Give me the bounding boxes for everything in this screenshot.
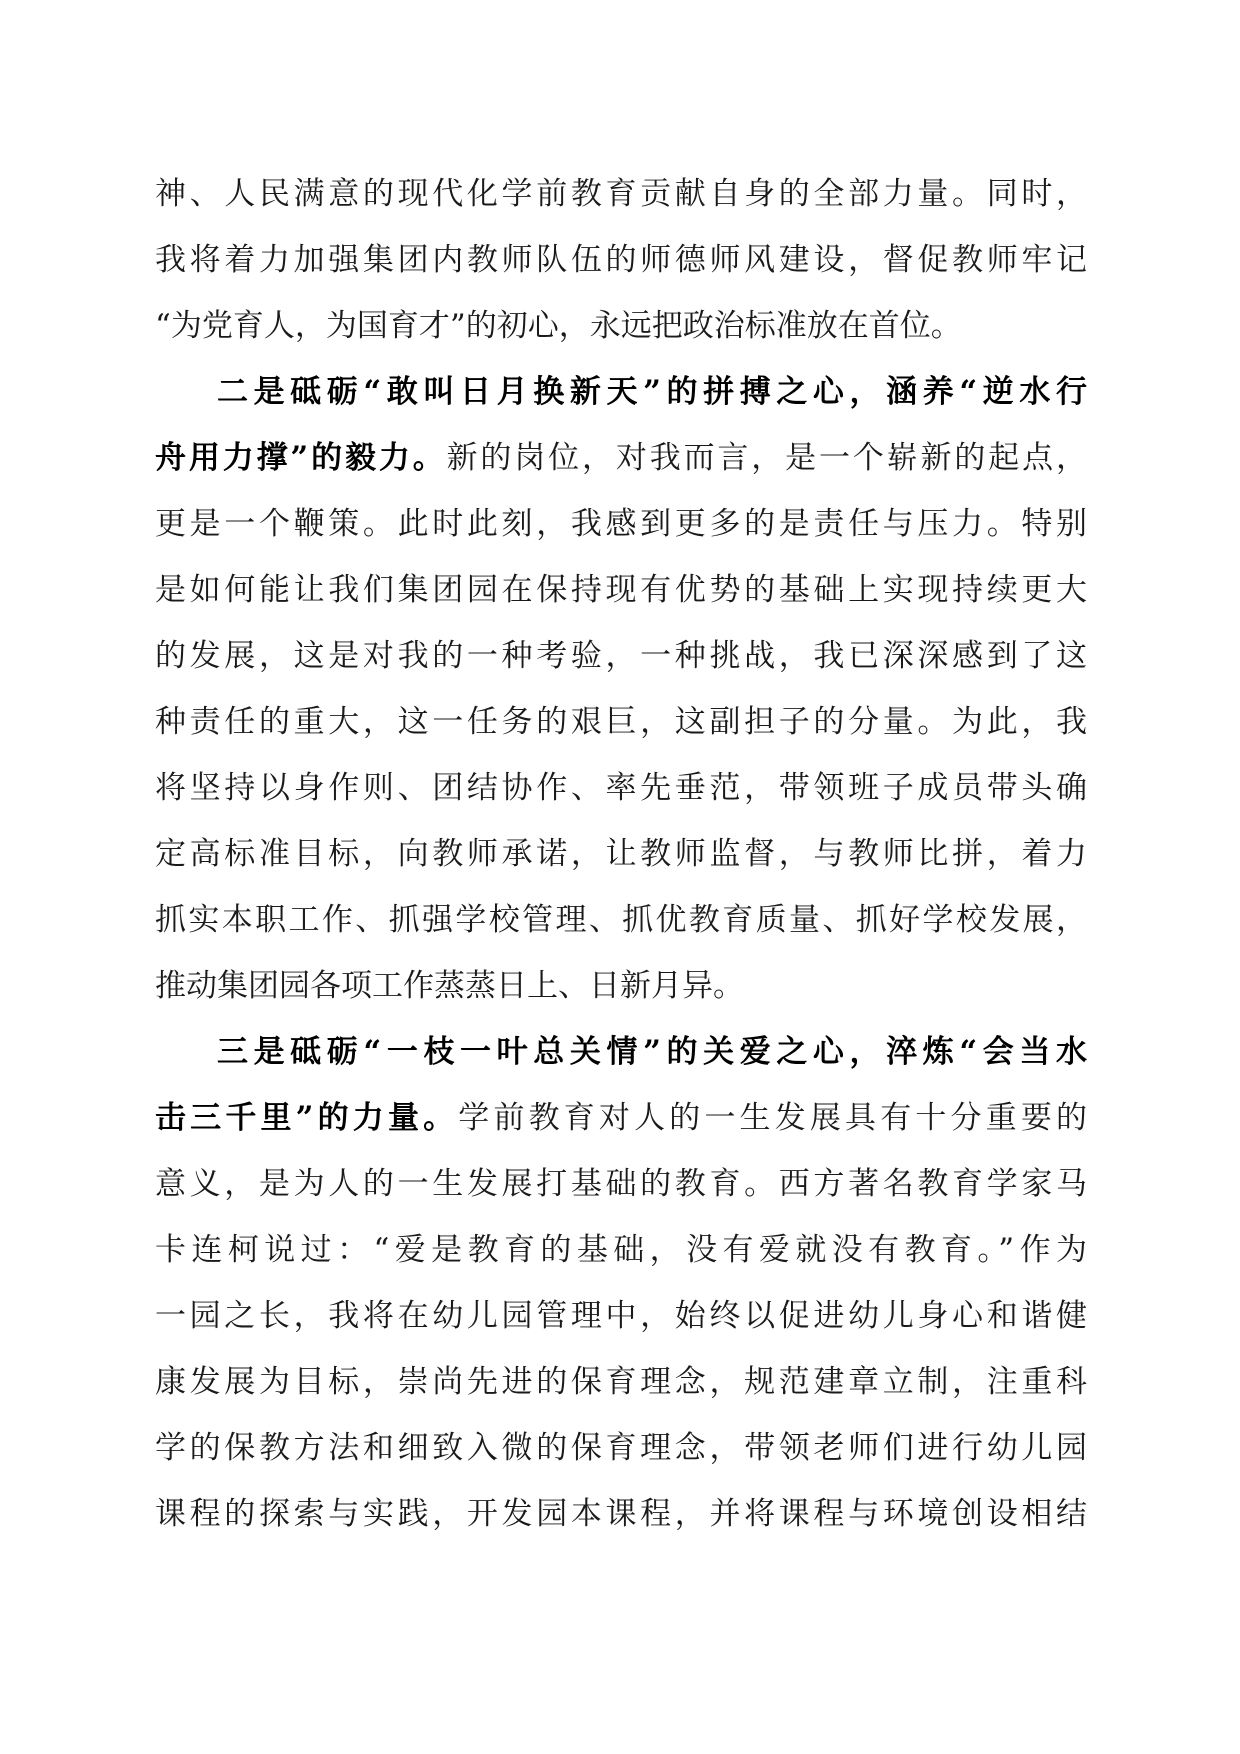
paragraph-2-line-2-text: 新的岗位，对我而言，是一个崭新的起点， — [446, 440, 1087, 476]
paragraph-3-line-7: 学的保教方法和细致入微的保育理念，带领老师们进行幼儿园 — [155, 1430, 1087, 1466]
paragraph-3-heading-part-2: 击三千里”的力量。 — [155, 1100, 459, 1136]
paragraph-2-line-2 — [155, 425, 1087, 491]
paragraph-2-line-5: 的发展，这是对我的一种考验，一种挑战，我已深深感到了这 — [155, 638, 1087, 674]
paragraph-3-line-8: 课程的探索与实践，开发园本课程，并将课程与环境创设相结 — [155, 1496, 1087, 1532]
paragraph-2-line-6: 种责任的重大，这一任务的艰巨，这副担子的分量。为此，我 — [155, 704, 1087, 740]
paragraph-2 — [155, 359, 1087, 1019]
paragraph-1-line-3: “为党育人，为国育才”的初心，永远把政治标准放在首位。 — [155, 308, 962, 344]
paragraph-3-line-3: 意义，是为人的一生发展打基础的教育。西方著名教育学家马 — [155, 1166, 1087, 1202]
paragraph-1-line-2: 我将着力加强集团内教师队伍的师德师风建设，督促教师牢记 — [155, 242, 1087, 278]
paragraph-2-line-9: 抓实本职工作、抓强学校管理、抓优教育质量、抓好学校发展， — [155, 902, 1087, 938]
paragraph-2-heading-part-1: 二是砥砺“敢叫日月换新天”的拼搏之心，涵养“逆水行 — [217, 374, 1087, 410]
paragraph-3-line-6: 康发展为目标，崇尚先进的保育理念，规范建章立制，注重科 — [155, 1364, 1087, 1400]
paragraph-1 — [155, 161, 1087, 359]
paragraph-1-line-1: 神、人民满意的现代化学前教育贡献自身的全部力量。同时， — [155, 176, 1087, 212]
paragraph-3-heading-part-1: 三是砥砺“一枝一叶总关情”的关爱之心，淬炼“会当水 — [217, 1034, 1087, 1070]
paragraph-2-heading-line-1 — [155, 359, 1087, 425]
paragraph-2-line-3: 更是一个鞭策。此时此刻，我感到更多的是责任与压力。特别 — [155, 506, 1087, 542]
paragraph-3-line-5: 一园之长，我将在幼儿园管理中，始终以促进幼儿身心和谐健 — [155, 1298, 1087, 1334]
paragraph-2-line-10: 推动集团园各项工作蒸蒸日上、日新月异。 — [155, 968, 744, 1004]
paragraph-3-line-4: 卡连柯说过：“爱是教育的基础，没有爱就没有教育。”作为 — [155, 1232, 1087, 1268]
paragraph-3-line-2 — [155, 1085, 1087, 1151]
paragraph-2-line-4: 是如何能让我们集团园在保持现有优势的基础上实现持续更大 — [155, 572, 1087, 608]
paragraph-3-line-2-text: 学前教育对人的一生发展具有十分重要的 — [458, 1100, 1087, 1136]
paragraph-3-heading-line-1 — [155, 1019, 1087, 1085]
paragraph-2-heading-part-2: 舟用力撑”的毅力。 — [155, 440, 447, 476]
paragraph-2-line-8: 定高标准目标，向教师承诺，让教师监督，与教师比拼，着力 — [155, 836, 1087, 872]
paragraph-2-line-7: 将坚持以身作则、团结协作、率先垂范，带领班子成员带头确 — [155, 770, 1087, 806]
paragraph-3 — [155, 1019, 1087, 1547]
